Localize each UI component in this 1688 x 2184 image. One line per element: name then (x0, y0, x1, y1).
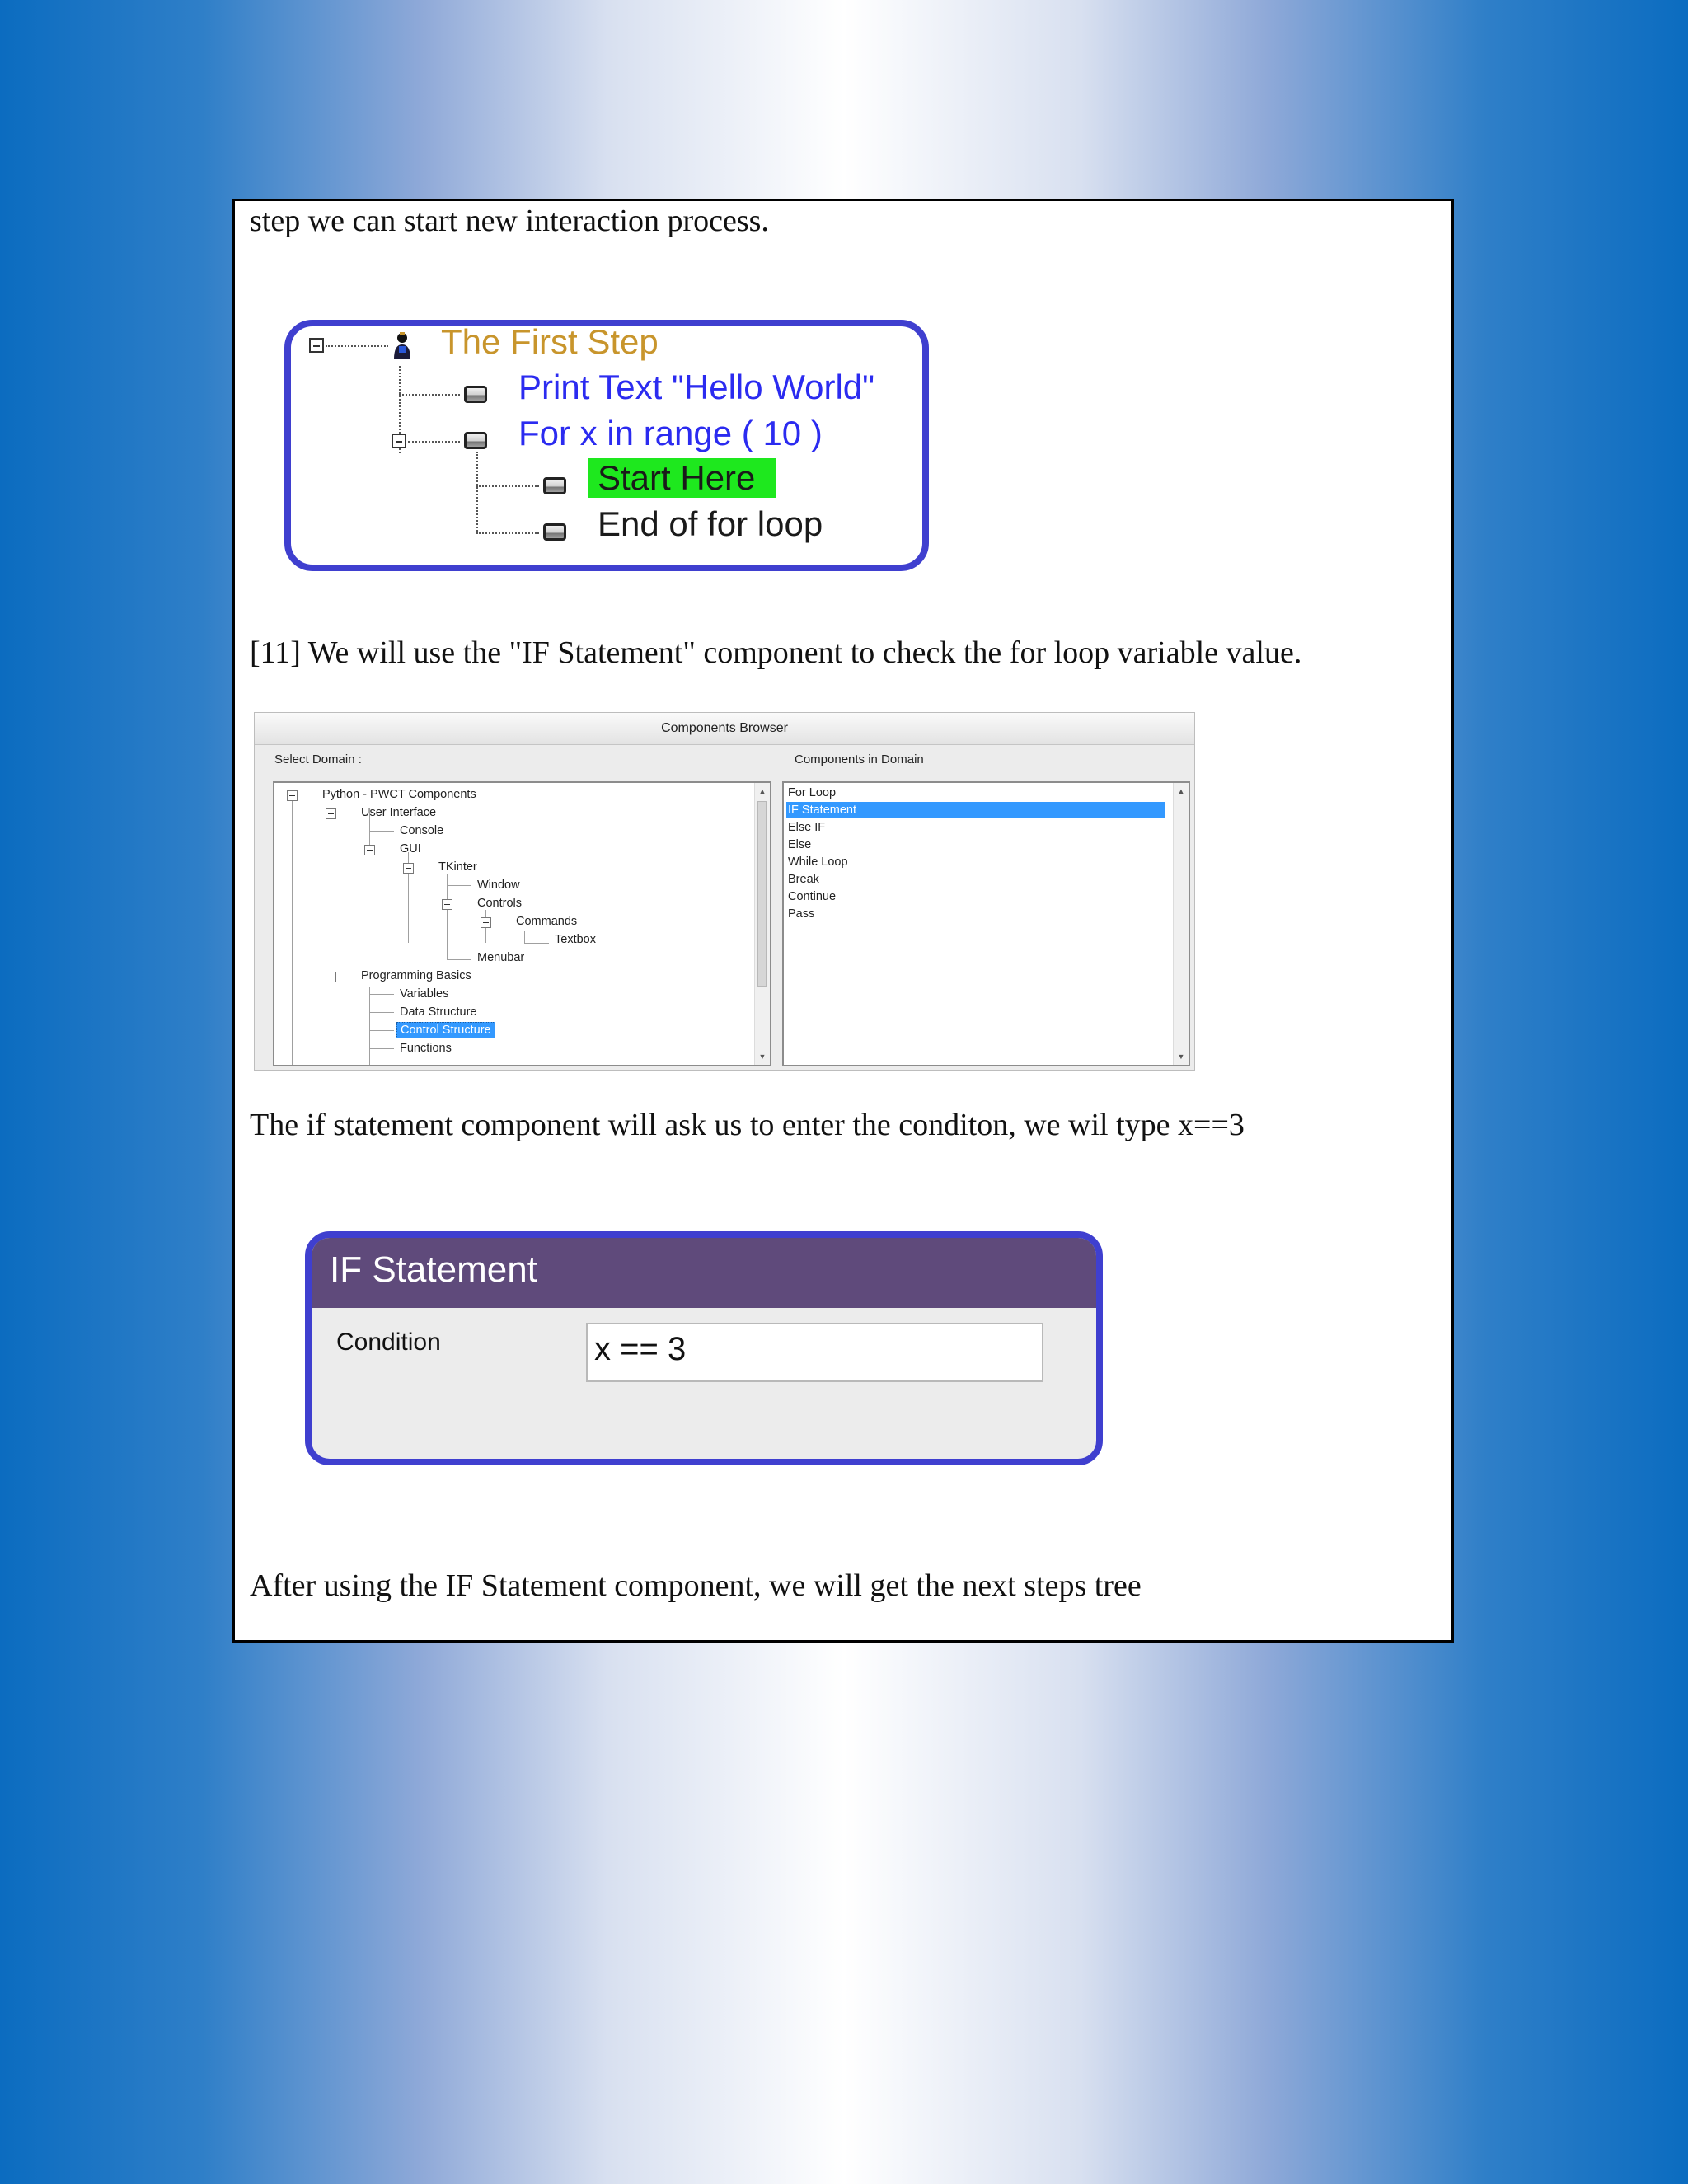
tree-item[interactable]: Textbox (555, 933, 596, 946)
condition-input[interactable]: x == 3 (586, 1323, 1043, 1382)
scrollbar[interactable] (1173, 783, 1189, 1065)
tree-item[interactable]: GUI (400, 842, 421, 855)
collapse-icon[interactable] (309, 338, 324, 353)
tree-item-selected[interactable]: Control Structure (396, 1022, 495, 1038)
step-label-for[interactable]: For x in range ( 10 ) (518, 414, 823, 452)
tree-item[interactable]: User Interface (361, 806, 437, 819)
list-item-selected[interactable]: IF Statement (786, 802, 1165, 818)
paragraph-next-steps: After using the IF Statement component, we will get the next steps tree (250, 1568, 1142, 1603)
tree-item[interactable]: Console (400, 824, 444, 837)
document-page (232, 199, 1454, 1643)
tree-item[interactable]: Programming Basics (361, 969, 471, 982)
dialog-header (312, 1238, 1096, 1308)
window-title: Components Browser (255, 713, 1194, 745)
list-item[interactable]: While Loop (788, 855, 848, 869)
collapse-icon[interactable] (442, 899, 452, 910)
paragraph-step-11: [11] We will use the "IF Statement" component to check the for loop variable value. (250, 635, 1302, 670)
tree-connector (476, 485, 539, 487)
person-icon (392, 331, 413, 363)
tree-connector (476, 452, 478, 534)
tree-connector (326, 345, 388, 347)
condition-label: Condition (336, 1329, 441, 1356)
tree-item[interactable]: Controls (477, 897, 522, 910)
tree-item[interactable]: Commands (516, 915, 578, 928)
components-browser-window (254, 712, 1195, 1071)
tree-item[interactable]: Variables (400, 987, 449, 1001)
tree-item[interactable]: Window (477, 879, 520, 892)
tree-connector (399, 394, 460, 396)
step-label-print[interactable]: Print Text "Hello World" (518, 368, 875, 406)
components-list[interactable] (782, 781, 1190, 1066)
select-domain-label: Select Domain : (274, 752, 362, 766)
step-label-start-here[interactable]: Start Here (588, 458, 776, 498)
step-icon (543, 523, 566, 541)
tree-item[interactable]: Data Structure (400, 1005, 477, 1019)
domain-tree-view[interactable] (273, 781, 771, 1066)
paragraph-intro: step we can start new interaction process. (250, 204, 769, 238)
list-item[interactable]: Else IF (788, 821, 826, 834)
list-item[interactable]: Else (788, 838, 812, 851)
tree-connector (408, 441, 460, 443)
scroll-down-icon[interactable]: ▼ (1177, 1052, 1185, 1061)
if-statement-dialog (305, 1231, 1103, 1465)
list-item[interactable]: Continue (788, 890, 837, 903)
collapse-icon[interactable] (326, 808, 336, 819)
components-in-domain-label: Components in Domain (795, 752, 924, 766)
scrollbar[interactable] (754, 783, 770, 1065)
list-item[interactable]: Pass (788, 907, 815, 921)
tree-item[interactable]: Menubar (477, 951, 525, 964)
step-icon (543, 477, 566, 494)
collapse-icon[interactable] (364, 845, 375, 855)
tree-item[interactable]: Functions (400, 1042, 452, 1055)
steps-tree (284, 320, 929, 571)
scroll-down-icon[interactable]: ▼ (758, 1052, 767, 1061)
scroll-up-icon[interactable]: ▲ (758, 787, 767, 795)
dialog-title: IF Statement (330, 1249, 537, 1290)
step-icon (464, 386, 487, 403)
collapse-icon[interactable] (403, 863, 414, 874)
step-icon (464, 432, 487, 449)
collapse-icon[interactable] (481, 917, 491, 928)
scroll-thumb[interactable] (757, 801, 767, 987)
step-label-end-loop[interactable]: End of for loop (598, 504, 823, 543)
collapse-icon[interactable] (392, 434, 406, 448)
tree-item[interactable]: TKinter (438, 860, 477, 874)
tree-item[interactable]: Python - PWCT Components (322, 788, 476, 801)
list-item[interactable]: For Loop (788, 786, 837, 799)
list-item[interactable]: Break (788, 873, 819, 886)
scroll-up-icon[interactable]: ▲ (1177, 787, 1185, 795)
paragraph-condition: The if statement component will ask us to enter the conditon, we wil type x==3 (250, 1108, 1245, 1142)
collapse-icon[interactable] (287, 790, 298, 801)
collapse-icon[interactable] (326, 972, 336, 982)
tree-connector (476, 532, 539, 534)
root-step-label[interactable]: The First Step (441, 322, 659, 361)
